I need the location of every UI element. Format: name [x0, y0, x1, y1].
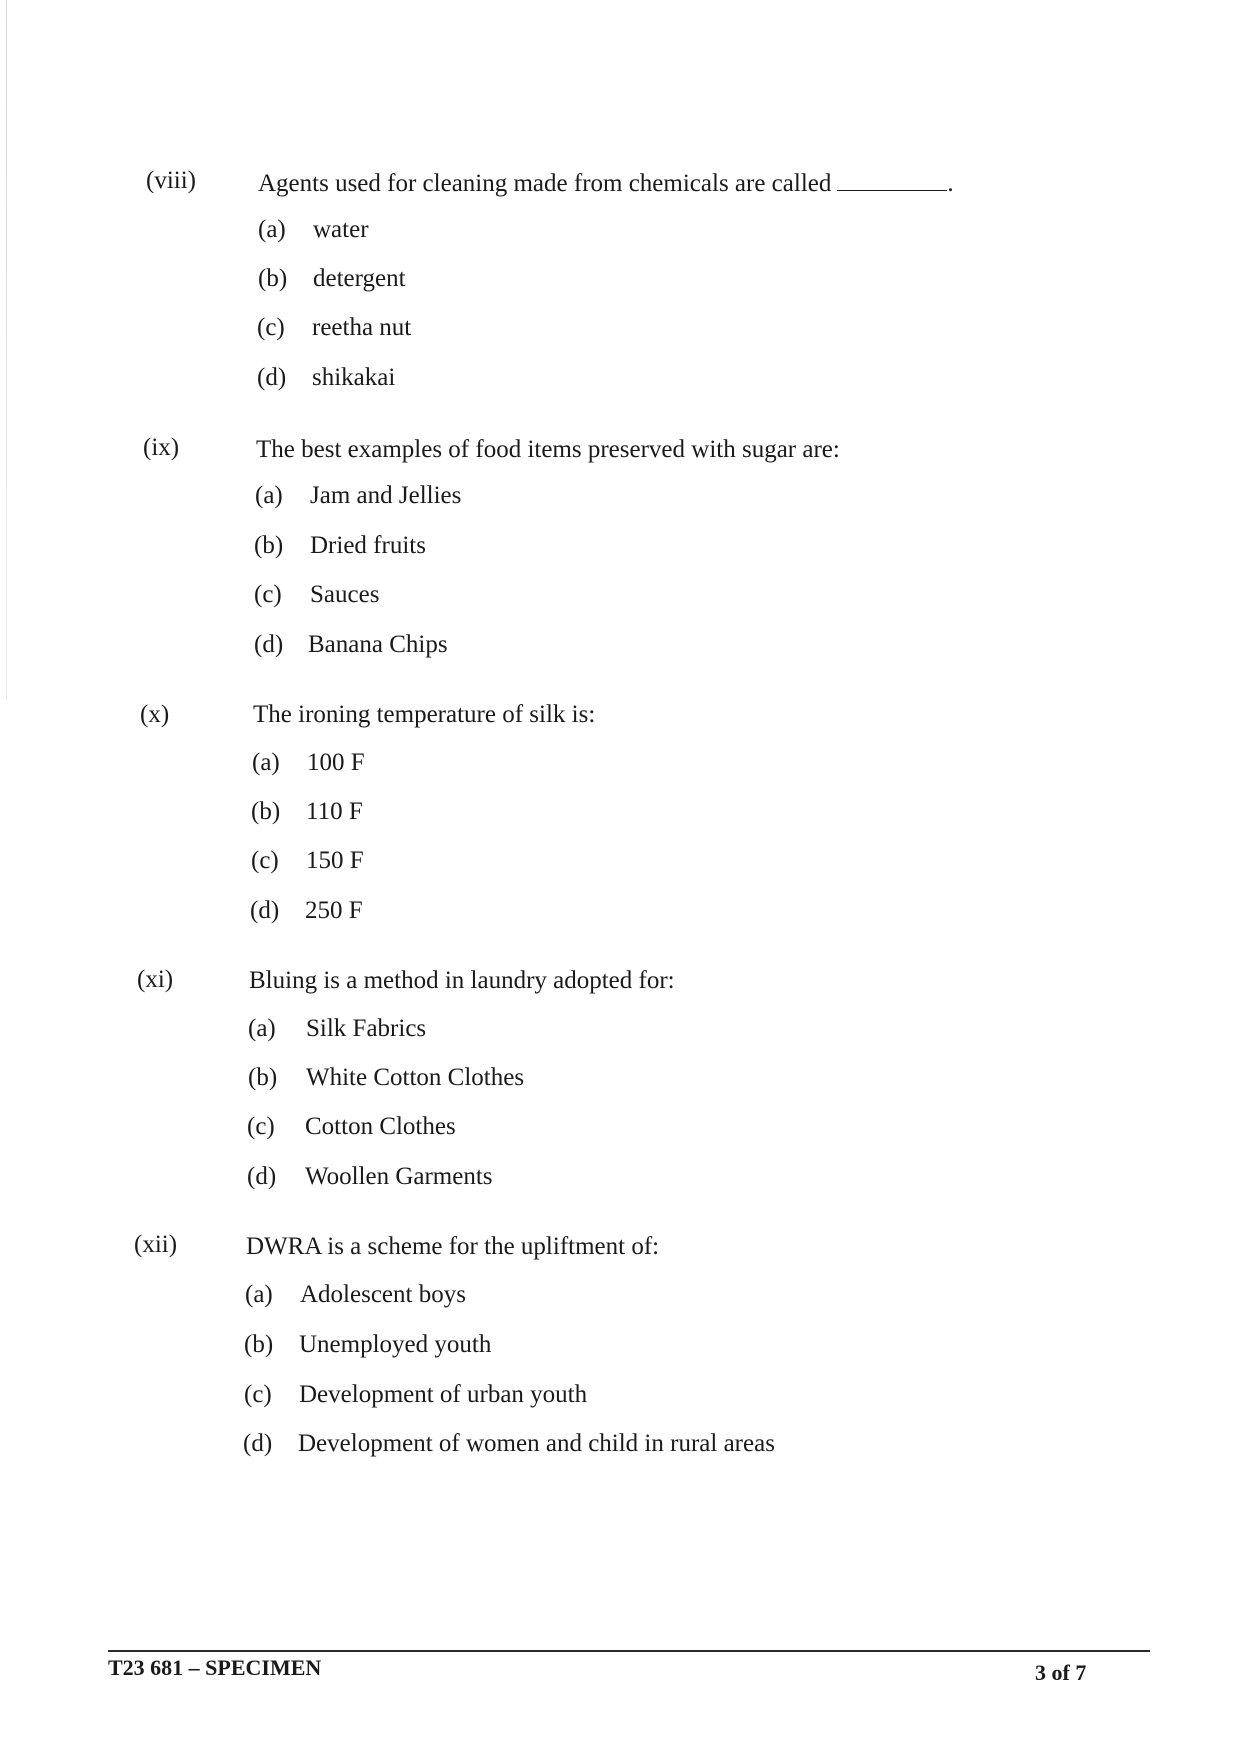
option-text: 110 F — [306, 798, 363, 825]
question-number: (viii) — [146, 167, 196, 194]
option-label: (a) — [258, 216, 286, 243]
question-number: (ix) — [143, 434, 180, 461]
question-number: (xii) — [134, 1231, 178, 1258]
page-edge-shadow — [6, 0, 7, 700]
question-text: The best examples of food items preserved with sugar are: — [256, 436, 840, 463]
question-text-body: Agents used for cleaning made from chemicals are called — [258, 170, 832, 197]
option-label: (b) — [258, 265, 288, 292]
footer-rule — [108, 1650, 1150, 1652]
option-text: Sauces — [310, 581, 380, 608]
option-label: (d) — [247, 1163, 277, 1190]
option-label: (b) — [244, 1331, 274, 1358]
option-label: (d) — [257, 364, 287, 391]
option-label: (a) — [252, 749, 280, 776]
option-text: water — [313, 216, 369, 243]
option-label: (b) — [254, 532, 284, 559]
option-text: 150 F — [306, 847, 364, 874]
option-label: (d) — [250, 897, 280, 924]
question-number: (xi) — [137, 966, 174, 993]
answer-blank — [837, 168, 947, 191]
option-label: (b) — [251, 798, 281, 825]
option-text: reetha nut — [312, 314, 412, 341]
option-label: (c) — [247, 1113, 275, 1140]
option-text: Jam and Jellies — [310, 482, 462, 509]
option-text: 250 F — [305, 897, 363, 924]
option-label: (a) — [248, 1015, 276, 1042]
option-text: Silk Fabrics — [306, 1015, 427, 1042]
question-text: The ironing temperature of silk is: — [253, 701, 596, 728]
option-label: (d) — [254, 631, 284, 658]
option-text: Unemployed youth — [299, 1331, 492, 1358]
page-number: 3 of 7 — [1035, 1660, 1087, 1685]
option-text: Cotton Clothes — [305, 1113, 456, 1140]
question-text: DWRA is a scheme for the upliftment of: — [246, 1233, 660, 1260]
option-label: (c) — [244, 1381, 272, 1408]
option-text: detergent — [313, 265, 406, 292]
option-text: 100 F — [307, 749, 365, 776]
option-label: (a) — [245, 1281, 273, 1308]
question-number: (x) — [140, 701, 170, 728]
option-label: (a) — [255, 482, 283, 509]
option-text: Development of urban youth — [299, 1381, 588, 1408]
option-text: shikakai — [312, 364, 396, 391]
question-text: Bluing is a method in laundry adopted for: — [249, 967, 675, 994]
option-text: Development of women and child in rural areas — [298, 1430, 775, 1457]
question-text-suffix: . — [947, 170, 954, 197]
option-label: (b) — [248, 1064, 278, 1091]
option-text: Woollen Garments — [305, 1163, 493, 1190]
option-text: Banana Chips — [308, 631, 448, 658]
option-label: (c) — [257, 314, 285, 341]
option-label: (c) — [254, 581, 282, 608]
option-text: Adolescent boys — [300, 1281, 466, 1308]
option-label: (d) — [243, 1430, 273, 1457]
option-text: Dried fruits — [310, 532, 426, 559]
paper-code: T23 681 – SPECIMEN — [108, 1655, 322, 1680]
option-label: (c) — [251, 847, 279, 874]
question-text — [258, 168, 954, 199]
option-text: White Cotton Clothes — [306, 1064, 525, 1091]
